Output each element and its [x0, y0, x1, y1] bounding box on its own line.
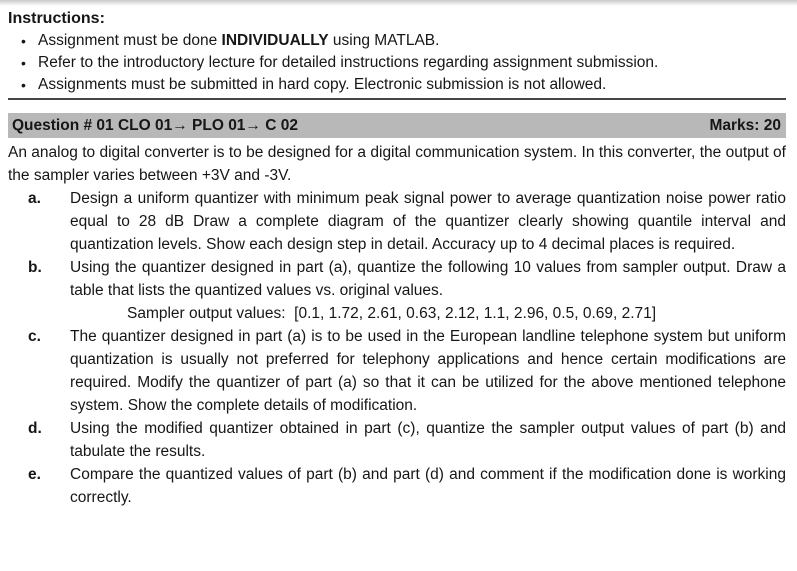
- instructions-list: [8, 30, 786, 96]
- part-label: b.: [28, 259, 42, 276]
- part-text: The quantizer designed in part (a) is to be used in the European landline telephone system but uniform quantization is usually not preferred for telephony applications and hence certain modifications are required. Modify the quantizer of part (a) so that it can be utilized for the above mentioned telephone system. Show the complete details of modification.: [70, 328, 786, 414]
- instruction-text: Assignment must be done: [38, 32, 222, 49]
- instruction-text: Refer to the introductory lecture for detailed instructions regarding assignment submission.: [38, 54, 659, 71]
- instruction-item: [8, 30, 786, 52]
- part-text: Using the quantizer designed in part (a), quantize the following 10 values from sampler output. Draw a table that lists the quantized values vs. original values.: [70, 259, 786, 299]
- part-label: c.: [28, 328, 41, 345]
- part-label: d.: [28, 420, 42, 437]
- part-text: Using the modified quantizer obtained in part (c), quantize the sampler output values of part (b) and tabulate the results.: [70, 420, 786, 460]
- part-row-b: [8, 256, 786, 325]
- part-row-a: [8, 187, 786, 256]
- part-row-e: [8, 463, 786, 509]
- question-intro: An analog to digital converter is to be designed for a digital communication system. In this converter, the output of the sampler varies between +3V and -3V.: [8, 144, 786, 184]
- instruction-text: using MATLAB.: [328, 32, 440, 49]
- question-parts: [8, 187, 786, 509]
- part-text: Compare the quantized values of part (b) and part (d) and comment if the modification done is working correctly.: [70, 466, 786, 506]
- question-header-bar: [8, 113, 786, 138]
- question-title: Question # 01 CLO 01→ PLO 01→ C 02: [12, 117, 298, 134]
- instruction-item: [8, 74, 786, 96]
- instruction-text-bold: INDIVIDUALLY: [221, 32, 329, 49]
- part-row-c: [8, 325, 786, 417]
- part-label: a.: [28, 190, 41, 207]
- instructions-heading: Instructions:: [8, 10, 105, 27]
- instruction-item: [8, 52, 786, 74]
- bullet-icon: •: [21, 77, 26, 93]
- bullet-icon: •: [21, 33, 26, 49]
- instruction-text: Assignments must be submitted in hard copy. Electronic submission is not allowed.: [38, 76, 607, 93]
- part-text: Design a uniform quantizer with minimum peak signal power to average quantization noise power ratio equal to 28 dB Draw a complete diagram of the quantizer clearly showing quantile interval and quantization levels. Show each design step in detail. Accuracy up to 4 decimal places is required.: [70, 190, 786, 253]
- part-row-d: [8, 417, 786, 463]
- section-divider: [8, 98, 786, 100]
- question-marks: Marks: 20: [709, 117, 781, 134]
- sampler-values-line: Sampler output values: [0.1, 1.72, 2.61, 0.63, 2.12, 1.1, 2.96, 0.5, 0.69, 2.71]: [127, 305, 657, 322]
- bullet-icon: •: [21, 55, 26, 71]
- part-label: e.: [28, 466, 41, 483]
